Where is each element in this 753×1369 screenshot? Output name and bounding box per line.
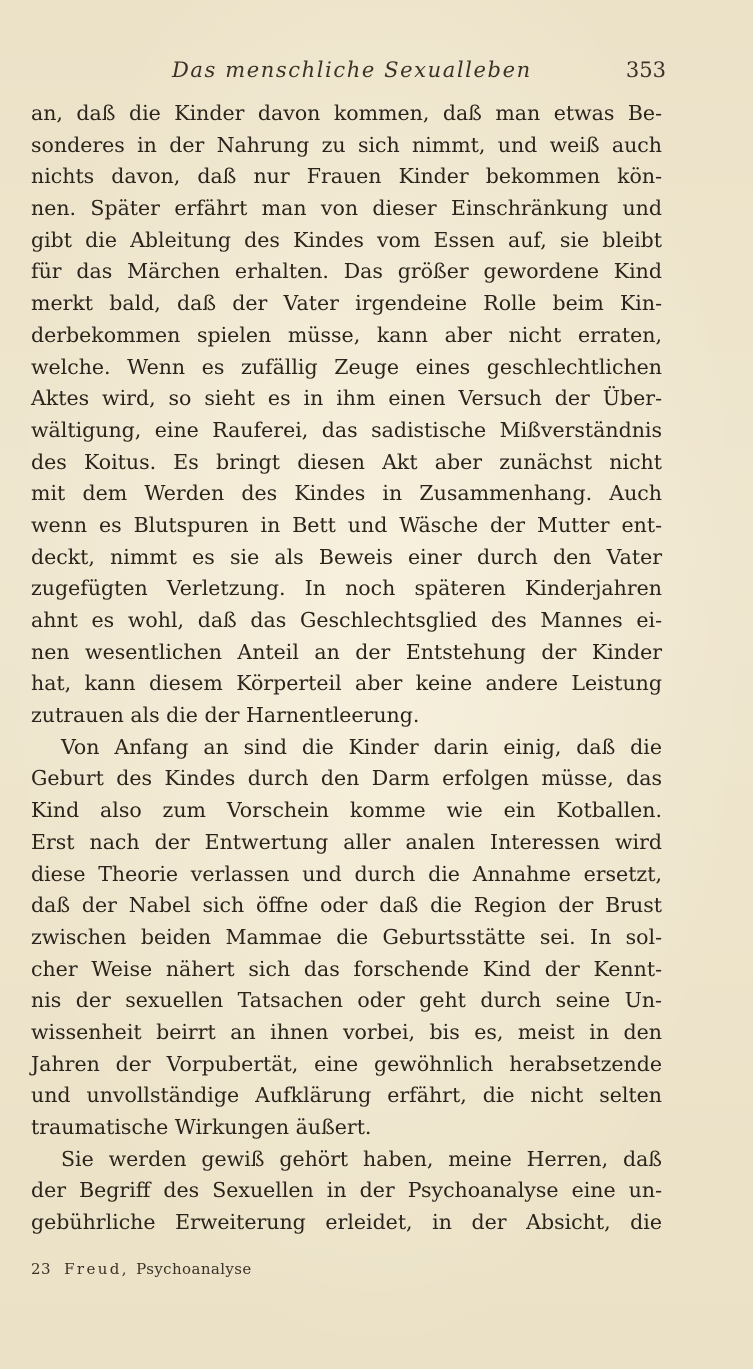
text-line: an, daß die Kinder davon kommen, daß man etwas Be- — [31, 101, 662, 125]
text-line: merkt bald, daß der Vater irgendeine Rolle beim Kin- — [31, 291, 662, 316]
text-line: wenn es Blutspuren in Bett und Wäsche der Mutter ent- — [31, 512, 662, 537]
text-line: Jahren der Vorpubertät, eine gewöhnlich herabsetzende — [31, 1051, 662, 1076]
text-line: nen wesentlichen Anteil an der Entstehung der Kinder — [31, 639, 662, 664]
footer-title: Psychoanalyse — [136, 1260, 252, 1278]
text-line: Geburt des Kindes durch den Darm erfolgen müsse, das — [31, 766, 662, 791]
body-text — [31, 98, 662, 1239]
text-line: gibt die Ableitung des Kindes vom Essen auf, sie bleibt — [31, 227, 662, 252]
printer-signature-line — [31, 1260, 252, 1278]
text-line: wissenheit beirrt an ihnen vorbei, bis es, meist in den — [31, 1019, 662, 1044]
text-line: sonderes in der Nahrung zu sich nimmt, und weiß auch — [31, 132, 662, 157]
text-line: mit dem Werden des Kindes in Zusammenhang. Auch — [31, 481, 662, 506]
text-line: gebührliche Erweiterung erleidet, in der Absicht, die — [31, 1210, 662, 1235]
text-line: und unvollständige Aufklärung erfährt, die nicht selten — [31, 1083, 662, 1108]
text-line: nichts davon, daß nur Frauen Kinder bekommen kön- — [31, 164, 662, 189]
text-line: wältigung, eine Rauferei, das sadistische Mißverständnis — [31, 417, 662, 442]
text-line: derbekommen spielen müsse, kann aber nicht erraten, — [31, 322, 662, 347]
running-title: Das menschliche Sexualleben — [172, 58, 532, 82]
text-line: welche. Wenn es zufällig Zeuge eines geschlechtlichen — [31, 354, 662, 379]
text-line: cher Weise nähert sich das forschende Kind der Kennt- — [31, 956, 662, 981]
text-line: nis der sexuellen Tatsachen oder geht durch seine Un- — [31, 988, 662, 1013]
text-line: ahnt es wohl, daß das Geschlechtsglied des Mannes ei- — [31, 608, 662, 632]
text-line: zwischen beiden Mammae die Geburtsstätte sei. In sol- — [31, 924, 662, 949]
text-line: des Koitus. Es bringt diesen Akt aber zunächst nicht — [31, 449, 662, 474]
running-head — [30, 58, 666, 88]
footer-author: Freud, — [64, 1260, 129, 1278]
text-line: Kind also zum Vorschein komme wie ein Kotballen. — [31, 798, 662, 823]
text-line: Von Anfang an sind die Kinder darin einig, daß die — [61, 734, 662, 759]
text-line: zugefügten Verletzung. In noch späteren Kinderjahren — [31, 576, 662, 601]
text-line: Erst nach der Entwertung aller analen Interessen wird — [31, 829, 662, 854]
text-line: daß der Nabel sich öffne oder daß die Region der Brust — [31, 893, 662, 918]
text-line: nen. Später erfährt man von dieser Einschränkung und — [31, 196, 662, 221]
text-line: Sie werden gewiß gehört haben, meine Herren, daß — [61, 1146, 662, 1171]
text-line: für das Märchen erhalten. Das größer gewordene Kind — [31, 259, 662, 284]
text-line: traumatische Wirkungen äußert. — [31, 1115, 372, 1139]
page-number: 353 — [625, 58, 666, 82]
text-line: deckt, nimmt es sie als Beweis einer durch den Vater — [31, 544, 662, 569]
sheet-signature: 23 — [31, 1260, 51, 1278]
text-line: hat, kann diesem Körperteil aber keine andere Leistung — [31, 671, 662, 696]
text-line: diese Theorie verlassen und durch die Annahme ersetzt, — [31, 861, 662, 886]
text-line: zutrauen als die der Harnentleerung. — [31, 703, 420, 728]
text-line: der Begriff des Sexuellen in der Psychoanalyse eine un- — [31, 1178, 662, 1203]
text-line: Aktes wird, so sieht es in ihm einen Versuch der Über- — [31, 386, 662, 411]
